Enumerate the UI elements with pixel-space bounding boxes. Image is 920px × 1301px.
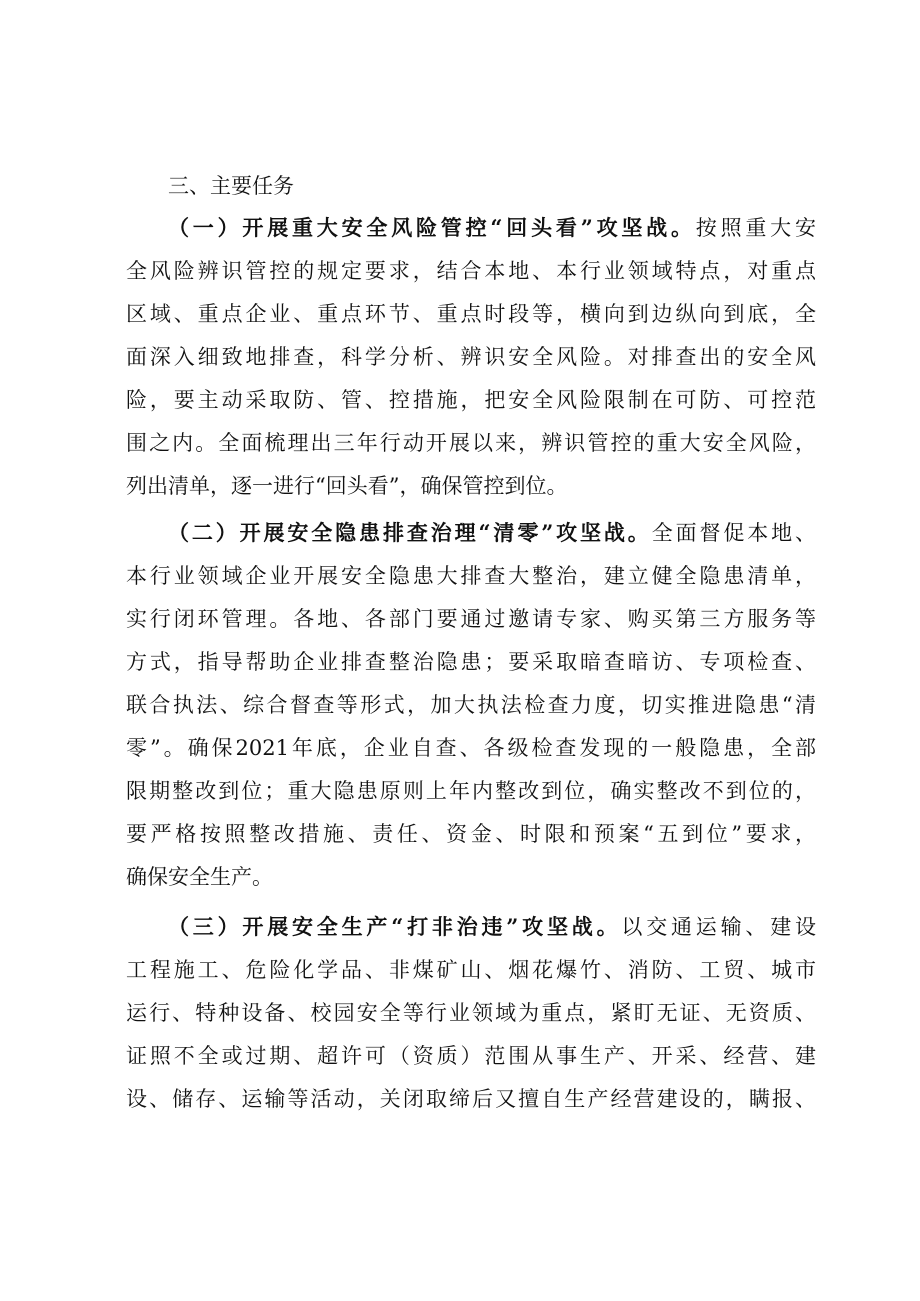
paragraph-3-line-2: 运行、特种设备、校园安全等行业领域为重点，紧盯无证、无资质、 — [126, 1001, 816, 1025]
paragraph-3-heading: （三）开展安全生产“打非治违”攻坚战。 — [168, 914, 622, 939]
paragraph-2-line-2: 实行闭环管理。各地、各部门要通过邀请专家、购买第三方服务等 — [126, 607, 816, 631]
paragraph-1-line-0: 按照重大安 — [695, 216, 816, 240]
paragraph-1-first-line — [168, 213, 816, 243]
section-heading: 三、主要任务 — [168, 174, 294, 198]
paragraph-2-line-4: 联合执法、综合督查等形式，加大执法检查力度，切实推进隐患“清 — [126, 693, 816, 717]
paragraph-3-line-1: 工程施工、危险化学品、非煤矿山、烟花爆竹、消防、工贸、城市 — [126, 958, 816, 982]
paragraph-2-line-3: 方式，指导帮助企业排查整治隐患；要采取暗查暗访、专项检查、 — [126, 650, 816, 674]
paragraph-2-line-6: 限期整改到位；重大隐患原则上年内整改到位，确实整改不到位的， — [126, 779, 816, 803]
paragraph-1-line-3: 面深入细致地排查，科学分析、辨识安全风险。对排查出的安全风 — [126, 345, 816, 369]
paragraph-2-line-0: 全面督促本地、 — [651, 521, 816, 545]
paragraph-1-heading: （一）开展重大安全风险管控“回头看”攻坚战。 — [168, 215, 696, 240]
paragraph-1-line-1: 全风险辨识管控的规定要求，结合本地、本行业领域特点，对重点 — [126, 259, 816, 283]
paragraph-1-line-4: 险，要主动采取防、管、控措施，把安全风险限制在可防、可控范 — [126, 388, 816, 412]
paragraph-3-first-line — [168, 912, 816, 942]
paragraph-2-line-5: 零”。确保2021年底，企业自查、各级检查发现的一般隐患，全部 — [126, 736, 816, 760]
paragraph-3-line-0: 以交通运输、建设 — [621, 915, 816, 939]
paragraph-2-first-line — [168, 518, 816, 548]
paragraph-3-line-4: 设、储存、运输等活动，关闭取缔后又擅自生产经营建设的，瞒报、 — [126, 1087, 816, 1111]
paragraph-1-line-6: 列出清单，逐一进行“回头看”，确保管控到位。 — [126, 474, 568, 498]
paragraph-1-line-2: 区域、重点企业、重点环节、重点时段等，横向到边纵向到底，全 — [126, 302, 816, 326]
paragraph-2-line-8: 确保安全生产。 — [126, 865, 273, 889]
paragraph-3-line-3: 证照不全或过期、超许可（资质）范围从事生产、开采、经营、建 — [126, 1044, 816, 1068]
paragraph-2-line-7: 要严格按照整改措施、责任、资金、时限和预案“五到位”要求， — [126, 822, 816, 846]
paragraph-1-line-5: 围之内。全面梳理出三年行动开展以来，辨识管控的重大安全风险， — [126, 431, 816, 455]
paragraph-2-line-1: 本行业领域企业开展安全隐患大排查大整治，建立健全隐患清单， — [126, 564, 816, 588]
paragraph-2-heading: （二）开展安全隐患排查治理“清零”攻坚战。 — [168, 520, 652, 545]
